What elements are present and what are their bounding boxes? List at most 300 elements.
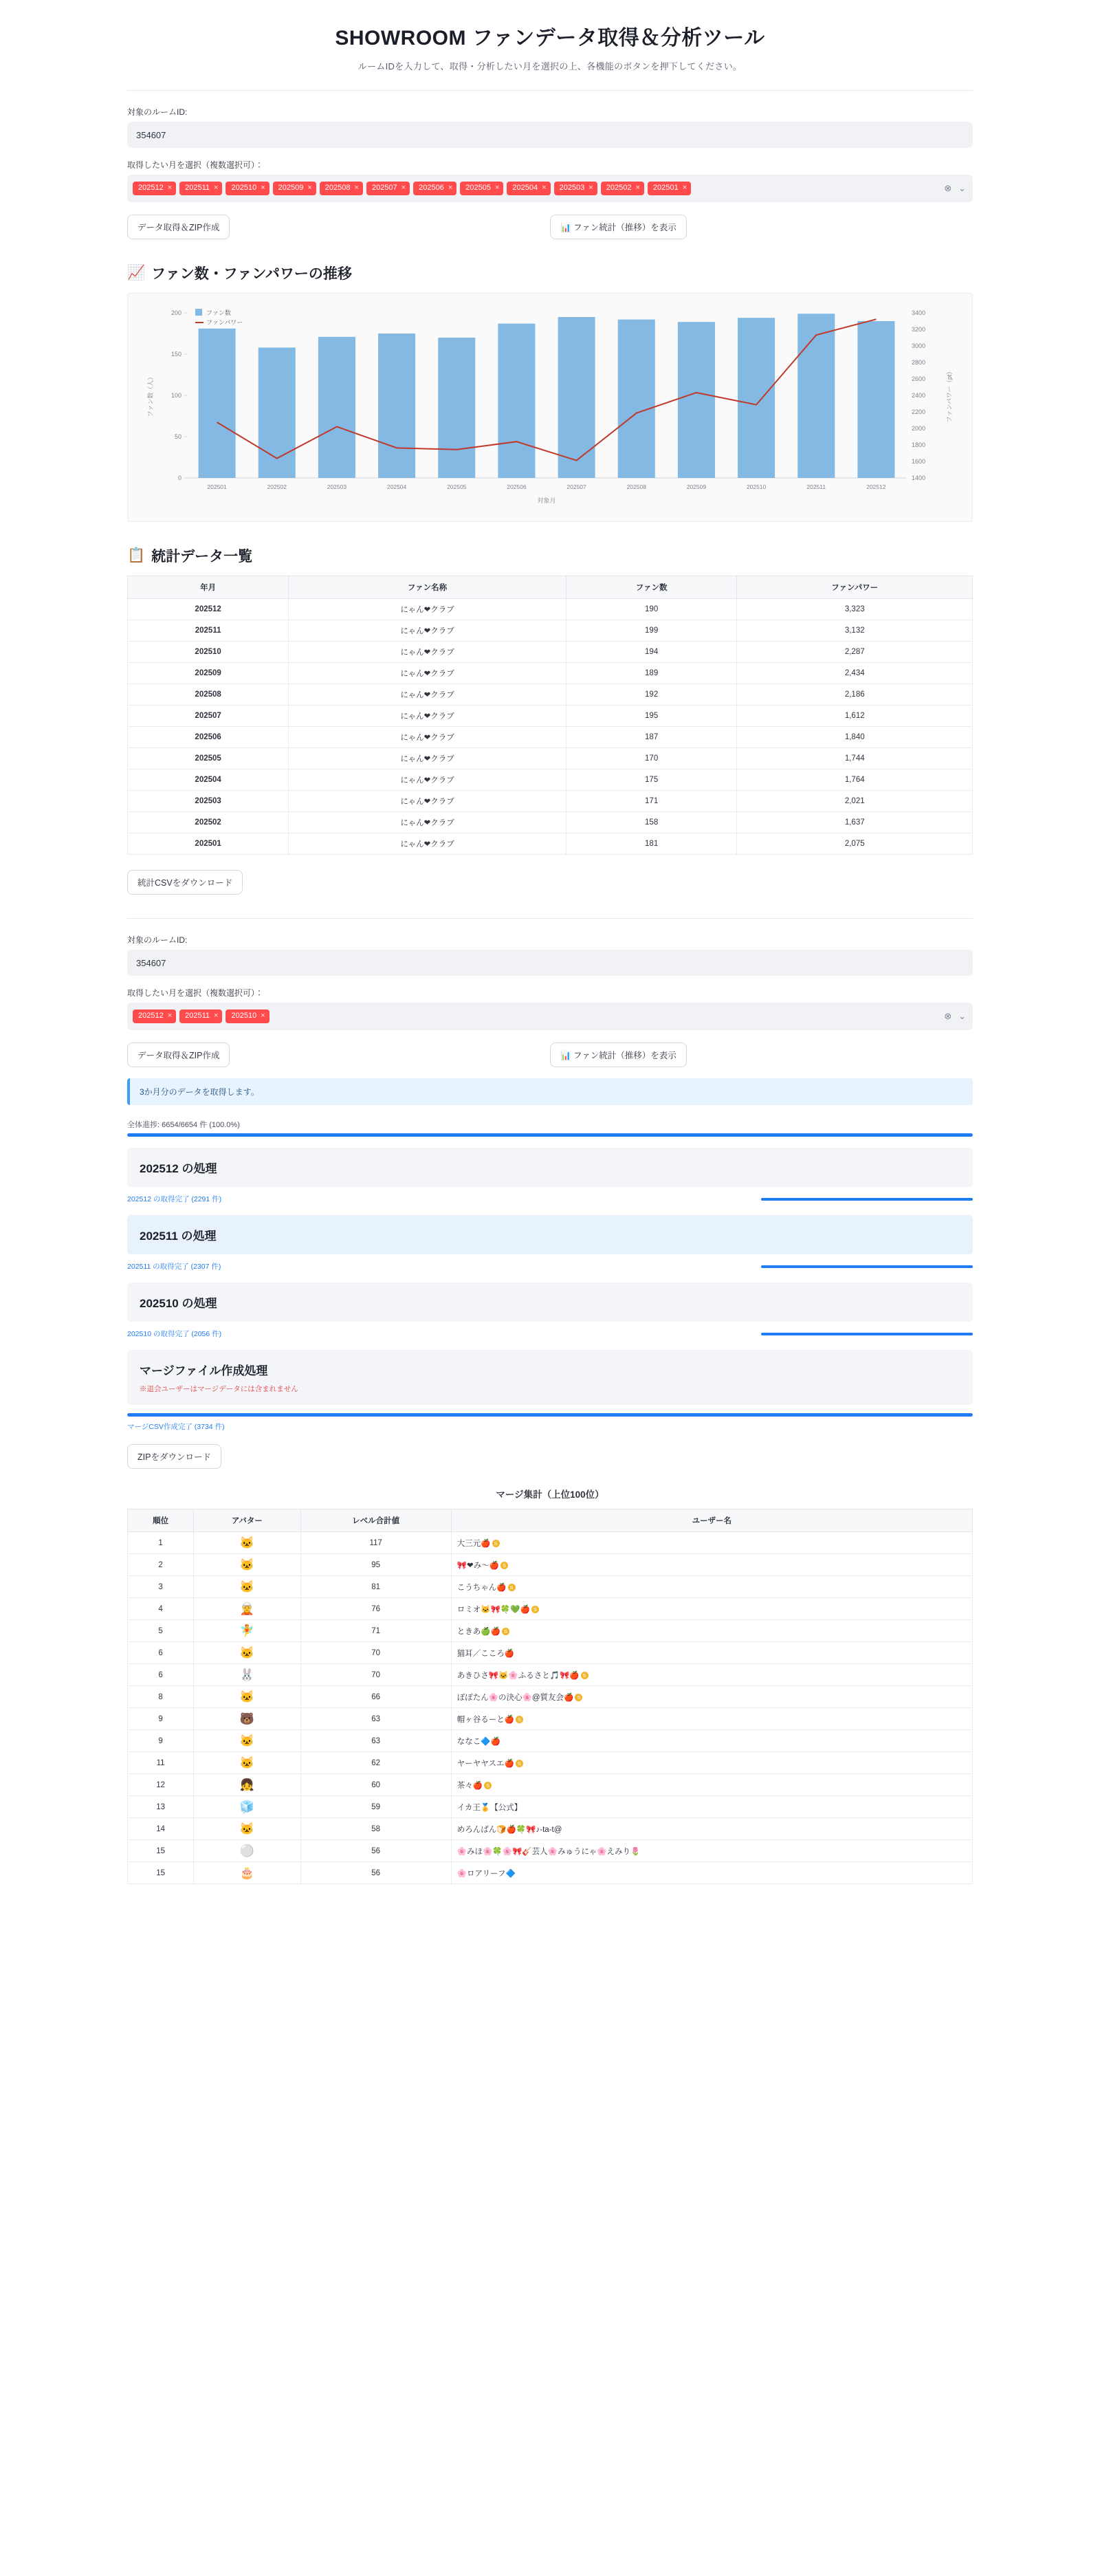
cell-month: 202512 [128, 599, 289, 620]
svg-text:1400: 1400 [912, 474, 926, 481]
cell-rank: 5 [128, 1620, 194, 1642]
action-buttons-2 [127, 1043, 973, 1067]
user-name-text: めろんぱん🍞🍎🍀🎀♪-ta-t@ [456, 1825, 562, 1834]
task-progress-bar [267, 1265, 973, 1268]
month-chip[interactable] [226, 1009, 269, 1023]
cell-rank: 3 [128, 1576, 194, 1598]
cell-month: 202504 [128, 769, 289, 791]
remove-chip-icon[interactable]: × [261, 184, 265, 193]
avatar [194, 1862, 300, 1884]
avatar [194, 1686, 300, 1708]
month-chip[interactable] [507, 182, 550, 195]
avatar-icon: ⚪ [239, 1844, 254, 1857]
cell-user-name [451, 1576, 972, 1598]
table-row [128, 748, 973, 769]
svg-text:2800: 2800 [912, 359, 926, 366]
month-chip[interactable] [179, 1009, 222, 1023]
cell-level: 63 [300, 1730, 451, 1752]
avatar-icon: 🐱 [239, 1690, 254, 1703]
cell-fans: 187 [566, 727, 737, 748]
svg-text:3200: 3200 [912, 326, 926, 333]
room-id-input-1[interactable] [127, 122, 973, 148]
avatar [194, 1576, 300, 1598]
avatar [194, 1554, 300, 1576]
avatar [194, 1620, 300, 1642]
avatar-icon: 🐻 [239, 1712, 254, 1725]
month-chip-label: 202501 [652, 184, 679, 193]
avatar [194, 1598, 300, 1620]
user-name-text: ロミオ🐱🎀🍀💚🍎 [456, 1605, 530, 1614]
svg-text:2600: 2600 [912, 375, 926, 382]
remove-chip-icon[interactable]: × [494, 184, 500, 193]
avatar-icon: 🧚 [239, 1624, 254, 1637]
cell-rank: 14 [128, 1818, 194, 1840]
cell-fan-name: にゃん❤クラブ [289, 727, 566, 748]
svg-text:2200: 2200 [912, 408, 926, 415]
month-chip-label: 202512 [138, 184, 164, 193]
cell-user-name [451, 1840, 972, 1862]
svg-text:100: 100 [170, 392, 182, 399]
task-status-line [127, 1194, 973, 1204]
avatar-icon: 🐱 [239, 1536, 254, 1549]
cell-user-name [451, 1532, 972, 1554]
avatar-icon: 🐱 [239, 1822, 254, 1835]
task-panel [127, 1148, 973, 1187]
month-chip-label: 202508 [324, 184, 351, 193]
remove-chip-icon[interactable]: × [588, 184, 593, 193]
cell-rank: 9 [128, 1730, 194, 1752]
cell-power: 2,075 [737, 833, 973, 855]
fetch-zip-button-1[interactable]: データ取得＆ZIP作成 [127, 215, 230, 239]
month-chip-label: 202507 [371, 184, 397, 193]
task-title: 202512 の処理 [140, 1162, 217, 1175]
table-header-row [128, 576, 973, 599]
cell-fan-name: にゃん❤クラブ [289, 599, 566, 620]
month-chip[interactable] [460, 182, 503, 195]
chart-card [127, 293, 973, 522]
cell-user-name [451, 1818, 972, 1840]
cell-fan-name: にゃん❤クラブ [289, 812, 566, 833]
status-badge: S [492, 1540, 500, 1547]
cell-rank: 15 [128, 1862, 194, 1884]
clear-icon[interactable]: ⊗ [944, 183, 952, 193]
month-chip[interactable] [601, 182, 644, 195]
download-zip-button[interactable]: ZIPをダウンロード [127, 1444, 221, 1469]
status-badge: S [516, 1716, 523, 1723]
user-name-text: ななこ🔷🍎 [456, 1737, 500, 1746]
remove-chip-icon[interactable]: × [167, 1012, 173, 1020]
cell-rank: 15 [128, 1840, 194, 1862]
column-header: ファン数 [566, 576, 737, 599]
task-status-text: 202510 の取得完了 (2056 件) [127, 1330, 222, 1338]
user-name-text: イカ王🏅【公式】 [456, 1803, 522, 1812]
merge-panel [127, 1350, 973, 1405]
month-chip[interactable] [226, 182, 269, 195]
svg-text:202511: 202511 [806, 483, 826, 490]
table-row [128, 1664, 973, 1686]
task-progress-bar [267, 1198, 973, 1201]
show-stats-button-1[interactable]: 📊 ファン統計（推移）を表示 [550, 215, 687, 239]
svg-text:202509: 202509 [686, 483, 707, 490]
status-badge: S [575, 1694, 582, 1701]
cell-level: 81 [300, 1576, 451, 1598]
cell-user-name [451, 1686, 972, 1708]
cell-rank: 9 [128, 1708, 194, 1730]
month-chip[interactable] [273, 182, 316, 195]
table-row [128, 1576, 973, 1598]
table-row [128, 1818, 973, 1840]
task-status-text: 202511 の取得完了 (2307 件) [127, 1263, 221, 1271]
cell-fans: 189 [566, 663, 737, 684]
avatar-icon: 👧 [239, 1778, 254, 1791]
cell-power: 1,840 [737, 727, 973, 748]
cell-level: 59 [300, 1796, 451, 1818]
table-row [128, 1620, 973, 1642]
avatar-icon: 🐱 [239, 1756, 254, 1769]
svg-text:3400: 3400 [912, 309, 926, 316]
column-header: 年月 [128, 576, 289, 599]
status-badge: S [581, 1672, 588, 1679]
chevron-down-icon[interactable]: ⌄ [958, 1011, 966, 1021]
remove-chip-icon[interactable]: × [542, 184, 547, 193]
remove-chip-icon[interactable]: × [354, 184, 359, 193]
table-row [128, 620, 973, 642]
merge-progress-bar [127, 1413, 973, 1417]
user-name-text: 🎀❤み～🍎 [456, 1561, 500, 1570]
table-row [128, 1774, 973, 1796]
cell-rank: 8 [128, 1686, 194, 1708]
status-badge: S [502, 1628, 509, 1635]
stats-section-title: 📋 統計データ一覧 [127, 547, 253, 565]
task-status-line [127, 1329, 973, 1339]
cell-fan-name: にゃん❤クラブ [289, 769, 566, 791]
room-id-label-1: 対象のルームID: [127, 107, 188, 117]
month-chip[interactable] [648, 182, 691, 195]
avatar [194, 1796, 300, 1818]
cell-month: 202508 [128, 684, 289, 706]
svg-text:50: 50 [174, 433, 182, 440]
merge-table-title: マージ集計（上位100位） [496, 1489, 604, 1500]
month-chip-label: 202510 [231, 1012, 257, 1020]
table-row [128, 642, 973, 663]
remove-chip-icon[interactable]: × [214, 1012, 219, 1020]
status-badge: S [531, 1606, 539, 1613]
svg-text:3000: 3000 [912, 342, 926, 349]
cell-month: 202505 [128, 748, 289, 769]
cell-user-name [451, 1730, 972, 1752]
cell-user-name [451, 1598, 972, 1620]
room-id-label-2: 対象のルームID: [127, 935, 188, 945]
fan-trend-chart [138, 301, 962, 517]
table-header-row [128, 1509, 973, 1532]
months-multiselect-1[interactable] [127, 175, 973, 202]
svg-text:202504: 202504 [386, 483, 407, 490]
user-name-text: ぽぽたん🌸の決心🌸@質友会🍎 [456, 1693, 574, 1702]
overall-progress-label: 全体進捗: 6654/6654 件 (100.0%) [127, 1121, 240, 1129]
cell-power: 1,744 [737, 748, 973, 769]
avatar-icon: 🐱 [239, 1646, 254, 1659]
cell-power: 1,637 [737, 812, 973, 833]
svg-text:202510: 202510 [746, 483, 767, 490]
cell-level: 56 [300, 1862, 451, 1884]
cell-level: 60 [300, 1774, 451, 1796]
cell-fan-name: にゃん❤クラブ [289, 620, 566, 642]
user-name-text: 大三元🍎 [456, 1539, 491, 1548]
status-badge: S [508, 1584, 516, 1591]
cell-user-name [451, 1796, 972, 1818]
merge-title: マージファイル作成処理 [140, 1364, 268, 1377]
cell-user-name [451, 1862, 972, 1884]
divider [127, 90, 973, 91]
cell-power: 1,764 [737, 769, 973, 791]
status-badge: S [484, 1782, 492, 1789]
fetch-info-message: 3か月分のデータを取得します。 [127, 1078, 973, 1105]
cell-level: 58 [300, 1818, 451, 1840]
cell-user-name [451, 1664, 972, 1686]
month-chip-label: 202511 [185, 1012, 210, 1020]
user-name-text: 🌸ロアリーフ🔷 [456, 1869, 516, 1878]
remove-chip-icon[interactable]: × [167, 184, 173, 193]
svg-text:202505: 202505 [447, 483, 467, 490]
month-chip[interactable] [366, 182, 410, 195]
cell-rank: 12 [128, 1774, 194, 1796]
avatar-icon: 🐱 [239, 1580, 254, 1593]
task-status-line [127, 1261, 973, 1271]
month-chip-label: 202504 [512, 184, 538, 193]
cell-fans: 170 [566, 748, 737, 769]
months-label-1: 取得したい月を選択（複数選択可）： [127, 160, 264, 170]
clipboard-icon: 📋 [127, 547, 146, 563]
svg-text:202501: 202501 [207, 483, 227, 490]
avatar-icon: 🧝 [239, 1602, 254, 1615]
cell-month: 202503 [128, 791, 289, 812]
cell-level: 76 [300, 1598, 451, 1620]
svg-text:200: 200 [170, 309, 182, 316]
cell-rank: 4 [128, 1598, 194, 1620]
cell-month: 202501 [128, 833, 289, 855]
merge-status-text: マージCSV作成完了 (3734 件) [127, 1423, 225, 1431]
avatar [194, 1730, 300, 1752]
download-stats-csv-button[interactable]: 統計CSVをダウンロード [127, 870, 243, 895]
stats-table [127, 576, 973, 855]
cell-month: 202509 [128, 663, 289, 684]
fetch-zip-button-2[interactable]: データ取得＆ZIP作成 [127, 1043, 230, 1067]
cell-month: 202511 [128, 620, 289, 642]
cell-fan-name: にゃん❤クラブ [289, 748, 566, 769]
user-name-text: ヤーヤヤスエ🍎 [456, 1759, 514, 1768]
table-row [128, 1862, 973, 1884]
table-row [128, 727, 973, 748]
avatar-icon: 🐱 [239, 1558, 254, 1571]
svg-text:対象月: 対象月 [537, 497, 556, 504]
cell-power: 2,186 [737, 684, 973, 706]
svg-text:202508: 202508 [626, 483, 646, 490]
month-chip[interactable] [554, 182, 597, 195]
cell-fans: 195 [566, 706, 737, 727]
svg-text:202512: 202512 [866, 483, 886, 490]
cell-rank: 13 [128, 1796, 194, 1818]
table-row [128, 599, 973, 620]
cell-fan-name: にゃん❤クラブ [289, 684, 566, 706]
remove-chip-icon[interactable]: × [448, 184, 453, 193]
cell-user-name [451, 1752, 972, 1774]
cell-month: 202506 [128, 727, 289, 748]
svg-text:1600: 1600 [912, 458, 926, 465]
month-chip-label: 202506 [419, 184, 444, 193]
action-buttons-1 [127, 215, 973, 239]
cell-user-name [451, 1554, 972, 1576]
month-chip-label: 202511 [185, 184, 210, 193]
table-row [128, 1554, 973, 1576]
table-row [128, 1598, 973, 1620]
avatar [194, 1774, 300, 1796]
cell-month: 202510 [128, 642, 289, 663]
table-row [128, 791, 973, 812]
cell-user-name [451, 1642, 972, 1664]
room-id-input-2[interactable] [127, 950, 973, 976]
month-chip-label: 202503 [559, 184, 585, 193]
cell-level: 70 [300, 1664, 451, 1686]
month-chip[interactable] [413, 182, 456, 195]
month-chip[interactable] [133, 182, 176, 195]
remove-chip-icon[interactable]: × [261, 1012, 265, 1020]
table-row [128, 1730, 973, 1752]
table-row [128, 1642, 973, 1664]
cell-power: 1,612 [737, 706, 973, 727]
cell-rank: 2 [128, 1554, 194, 1576]
divider-2 [127, 918, 973, 919]
svg-text:202506: 202506 [507, 483, 527, 490]
cell-power: 3,132 [737, 620, 973, 642]
month-chip[interactable] [133, 1009, 176, 1023]
cell-user-name [451, 1774, 972, 1796]
cell-user-name [451, 1620, 972, 1642]
month-chip-label: 202505 [465, 184, 491, 193]
task-title: 202510 の処理 [140, 1297, 217, 1310]
status-badge: S [516, 1760, 523, 1767]
month-chip[interactable] [320, 182, 363, 195]
svg-text:2400: 2400 [912, 392, 926, 399]
cell-power: 2,021 [737, 791, 973, 812]
cell-fan-name: にゃん❤クラブ [289, 706, 566, 727]
avatar [194, 1642, 300, 1664]
chevron-down-icon[interactable]: ⌄ [958, 183, 966, 193]
user-name-text: こうちゃん🍎 [456, 1583, 507, 1592]
user-name-text: 🌸みほ🌸🍀🌸🎀🎸芸人🌸みゅうにゃ🌸えみり🌷 [456, 1847, 641, 1856]
cell-level: 63 [300, 1708, 451, 1730]
table-row [128, 706, 973, 727]
cell-fan-name: にゃん❤クラブ [289, 833, 566, 855]
column-header: ファン名称 [289, 576, 566, 599]
month-chip-label: 202510 [231, 184, 257, 193]
user-name-text: 茶々🍎 [456, 1781, 483, 1790]
cell-fans: 199 [566, 620, 737, 642]
month-chip[interactable] [179, 182, 222, 195]
cell-user-name [451, 1708, 972, 1730]
avatar-icon: 🎂 [239, 1866, 254, 1879]
clear-icon[interactable]: ⊗ [944, 1011, 952, 1021]
table-row [128, 833, 973, 855]
avatar [194, 1752, 300, 1774]
remove-chip-icon[interactable]: × [307, 184, 312, 193]
merge-note: ※退会ユーザーはマージデータには含まれません [140, 1385, 298, 1393]
svg-text:202507: 202507 [566, 483, 586, 490]
column-header: アバター [194, 1509, 300, 1532]
cell-fans: 171 [566, 791, 737, 812]
user-name-text: あきひさ🎀🐱🌸ふるさと🎵🎀🍎 [456, 1671, 580, 1680]
overall-progress-bar [127, 1133, 973, 1137]
status-badge: S [500, 1562, 508, 1569]
cell-power: 3,323 [737, 599, 973, 620]
page-subtitle: ルームIDを入力して、取得・分析したい月を選択の上、各機能のボタンを押下してください。 [358, 61, 742, 72]
svg-text:ファン数（人）: ファン数（人） [147, 373, 154, 417]
cell-level: 71 [300, 1620, 451, 1642]
cell-level: 56 [300, 1840, 451, 1862]
cell-rank: 1 [128, 1532, 194, 1554]
avatar [194, 1840, 300, 1862]
svg-text:1800: 1800 [912, 441, 926, 448]
cell-fan-name: にゃん❤クラブ [289, 663, 566, 684]
month-chip-label: 202512 [138, 1012, 164, 1020]
table-row [128, 1708, 973, 1730]
avatar-icon: 🐱 [239, 1734, 254, 1747]
svg-text:ファン数: ファン数 [206, 309, 231, 316]
cell-fan-name: にゃん❤クラブ [289, 791, 566, 812]
svg-text:ファンパワー: ファンパワー [206, 319, 243, 326]
months-multiselect-2[interactable] [127, 1003, 973, 1030]
month-chip-label: 202509 [278, 184, 304, 193]
user-name-text: ときあ🍏🍎 [456, 1627, 500, 1636]
table-row [128, 684, 973, 706]
avatar [194, 1664, 300, 1686]
avatar [194, 1818, 300, 1840]
cell-power: 2,287 [737, 642, 973, 663]
show-stats-button-2[interactable]: 📊 ファン統計（推移）を表示 [550, 1043, 687, 1067]
cell-level: 66 [300, 1686, 451, 1708]
chart-svg [138, 301, 962, 517]
table-row [128, 769, 973, 791]
table-row [128, 812, 973, 833]
remove-chip-icon[interactable]: × [214, 184, 219, 193]
task-panel [127, 1215, 973, 1254]
remove-chip-icon[interactable]: × [401, 184, 406, 193]
svg-text:ファンパワー（pt）: ファンパワー（pt） [946, 368, 953, 423]
table-row [128, 1752, 973, 1774]
svg-text:0: 0 [177, 474, 182, 481]
cell-fans: 181 [566, 833, 737, 855]
table-row [128, 1532, 973, 1554]
cell-power: 2,434 [737, 663, 973, 684]
svg-text:150: 150 [170, 351, 182, 358]
cell-fans: 190 [566, 599, 737, 620]
chart-section-title: 📈 ファン数・ファンパワーの推移 [127, 265, 352, 282]
merge-table [127, 1509, 973, 1884]
column-header: 順位 [128, 1509, 194, 1532]
svg-text:202503: 202503 [327, 483, 347, 490]
cell-rank: 6 [128, 1664, 194, 1686]
table-row [128, 1796, 973, 1818]
cell-fan-name: にゃん❤クラブ [289, 642, 566, 663]
remove-chip-icon[interactable]: × [635, 184, 640, 193]
avatar-icon: 🐰 [239, 1668, 254, 1681]
task-progress-bar [267, 1333, 973, 1335]
cell-month: 202502 [128, 812, 289, 833]
task-title: 202511 の処理 [140, 1230, 217, 1243]
user-name-text: 猫耳／こころ🍎 [456, 1649, 515, 1658]
remove-chip-icon[interactable]: × [682, 184, 688, 193]
page-title: SHOWROOM ファンデータ取得＆分析ツール [335, 27, 765, 50]
cell-fans: 158 [566, 812, 737, 833]
